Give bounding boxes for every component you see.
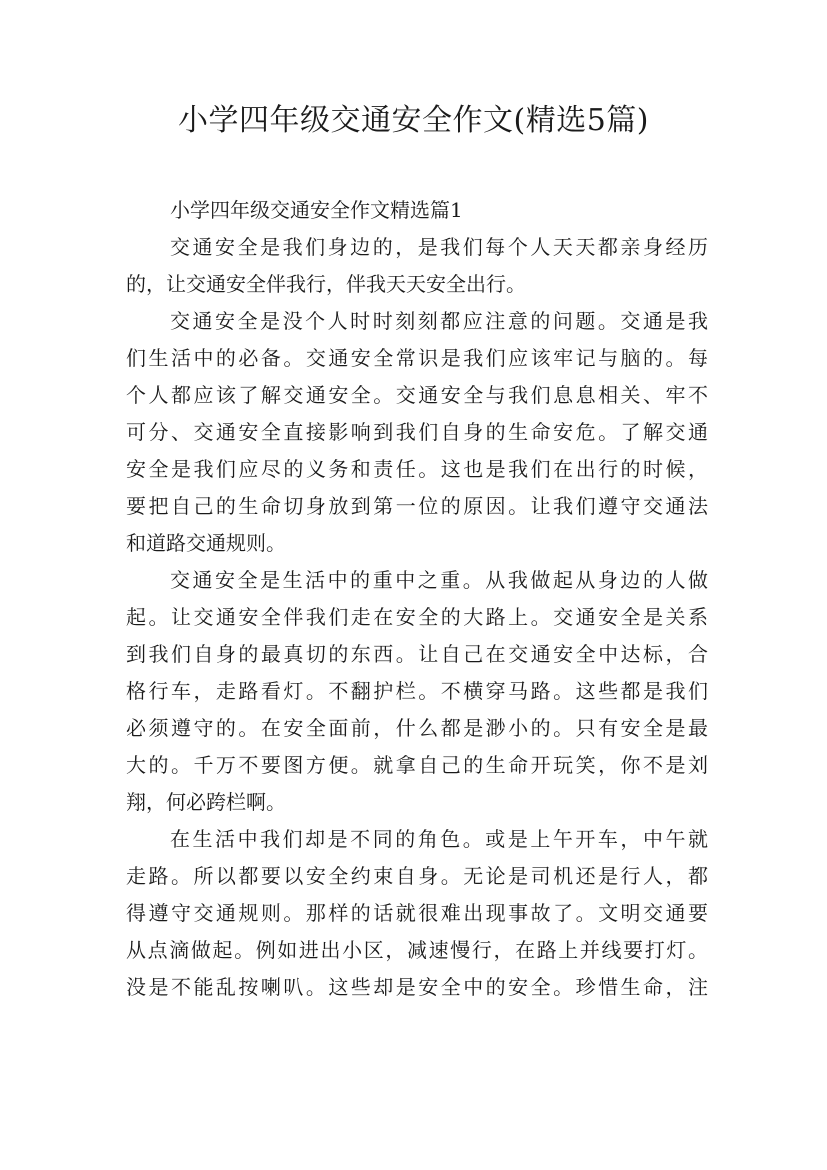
text-line: 安全是我们应尽的义务和责任。这也是我们在出行的时候， (126, 457, 708, 481)
paragraph (126, 229, 708, 303)
text-line: 交通安全是生活中的重中之重。从我做起从身边的人做 (170, 568, 708, 592)
text-line: 起。让交通安全伴我们走在安全的大路上。交通安全是关系 (126, 605, 708, 629)
text-line: 在生活中我们却是不同的角色。或是上午开车，中午就 (170, 827, 708, 851)
text-line: 要把自己的生命切身放到第一位的原因。让我们遵守交通法 (126, 494, 708, 518)
text-line: 得遵守交通规则。那样的话就很难出现事故了。文明交通要 (126, 901, 708, 925)
text-line: 必须遵守的。在安全面前，什么都是渺小的。只有安全是最 (126, 716, 708, 740)
text-line: 交通安全是没个人时时刻刻都应注意的问题。交通是我 (170, 309, 708, 333)
document-body (126, 192, 708, 1006)
text-line: 走路。所以都要以安全约束自身。无论是司机还是行人，都 (126, 864, 708, 888)
document-title: 小学四年级交通安全作文(精选5篇) (178, 103, 649, 138)
text-line: 的，让交通安全伴我行，伴我天天安全出行。 (126, 272, 526, 296)
text-line: 从点滴做起。例如进出小区，减速慢行，在路上并线要打灯。 (126, 938, 708, 962)
paragraph (126, 821, 708, 1006)
text-line: 个人都应该了解交通安全。交通安全与我们息息相关、牢不 (126, 383, 708, 407)
text-line: 没是不能乱按喇叭。这些却是安全中的安全。珍惜生命，注 (126, 975, 708, 999)
text-line: 到我们自身的最真切的东西。让自己在交通安全中达标，合 (126, 642, 708, 666)
text-line: 可分、交通安全直接影响到我们自身的生命安危。了解交通 (126, 420, 708, 444)
text-line: 和道路交通规则。 (126, 531, 286, 555)
text-line: 们生活中的必备。交通安全常识是我们应该牢记与脑的。每 (126, 346, 708, 370)
text-line: 格行车，走路看灯。不翻护栏。不横穿马路。这些都是我们 (126, 679, 708, 703)
paragraph (126, 562, 708, 821)
text-line: 大的。千万不要图方便。就拿自己的生命开玩笑，你不是刘 (126, 753, 708, 777)
section-heading: 小学四年级交通安全作文精选篇1 (170, 198, 463, 222)
text-line: 交通安全是我们身边的，是我们每个人天天都亲身经历 (170, 235, 708, 259)
paragraph (126, 303, 708, 562)
text-line: 翔，何必跨栏啊。 (126, 790, 286, 814)
